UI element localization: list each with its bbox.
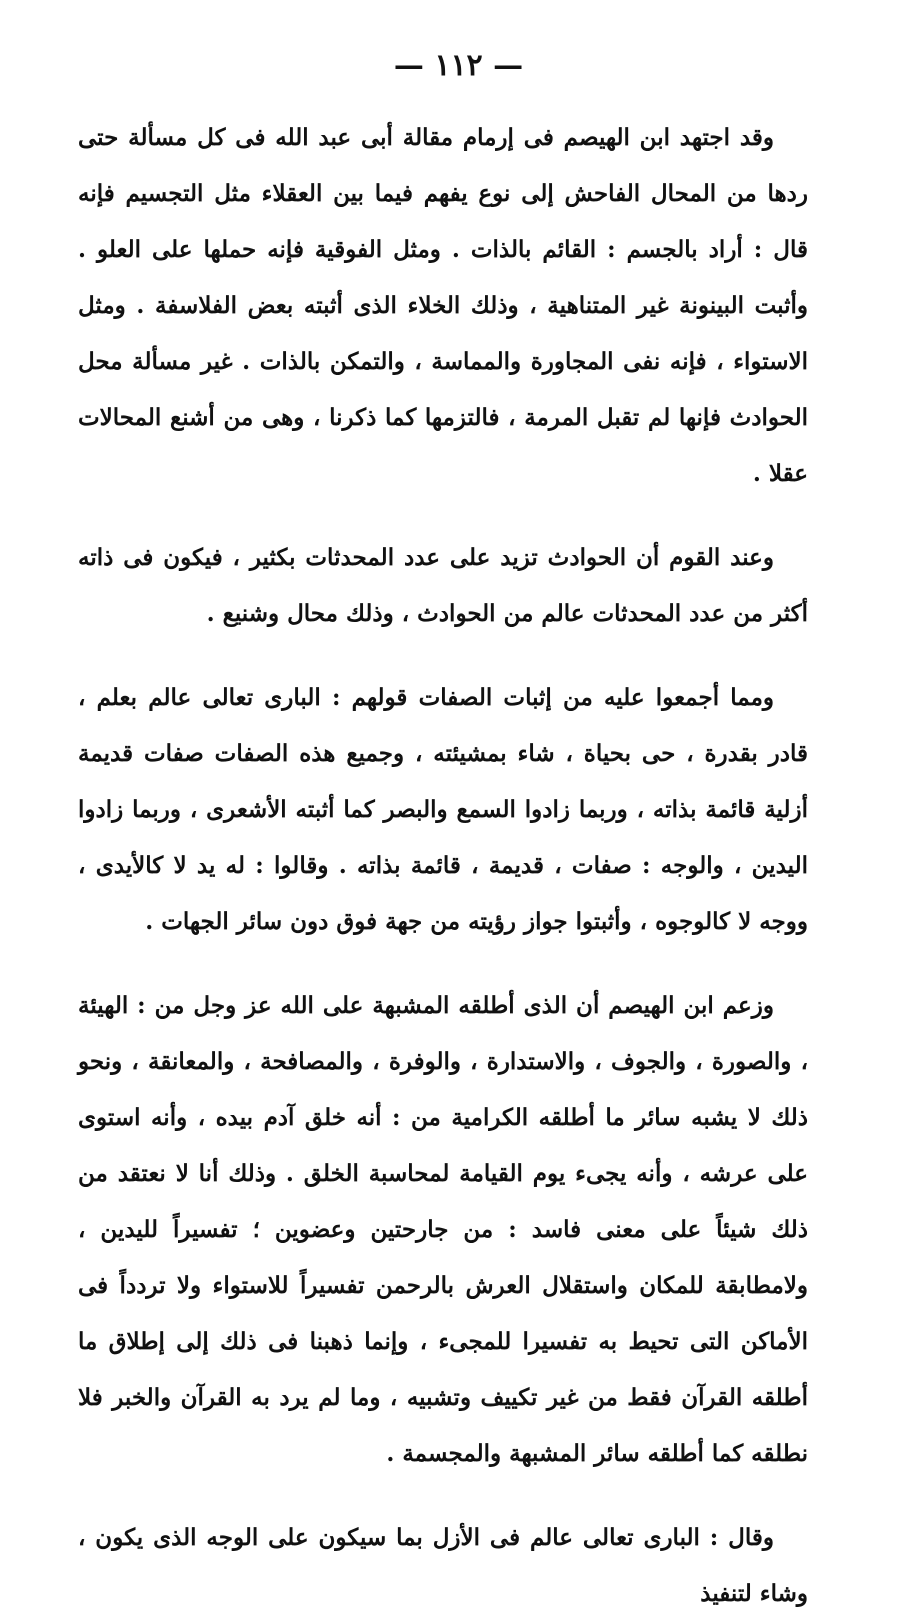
paragraph: وقال : البارى تعالى عالم فى الأزل بما سيكون على الوجه الذى يكون ، وشاء لتنفيذ <box>78 1524 808 1607</box>
page-body <box>78 110 808 1622</box>
paragraph: وزعم ابن الهيصم أن الذى أطلقه المشبهة على الله عز وجل من : الهيئة ، والصورة ، والجوف ، والاستدارة ، والوفرة ، والمصافحة ، والمعانقة ، ونحو ذلك لا يشبه سائر ما أطلقه الكرامية من : أنه خلق آدم بيده ، وأنه استوى على عرشه ، وأنه يجىء يوم القيامة لمحاسبة الخلق . وذلك أنا لا نعتقد من ذلك شيئاً على معنى فاسد : من جارحتين وعضوين ؛ تفسيراً لليدين ، ولامطابقة للمكان واستقلال العرش بالرحمن تفسيراً للاستواء ولا تردداً فى الأماكن التى تحيط به تفسيرا للمجىء ، وإنما ذهبنا فى ذلك إلى إطلاق ما أطلقه القرآن فقط من غير تكييف وتشبيه ، وما لم يرد به القرآن والخبر فلا نطلقه كما أطلقه سائر المشبهة والمجسمة . <box>78 992 808 1467</box>
page-number: — ١١٢ — <box>393 48 524 83</box>
paragraph: وقد اجتهد ابن الهيصم فى إرمام مقالة أبى عبد الله فى كل مسألة حتى ردها من المحال الفاحش إلى نوع يفهم فيما بين العقلاء مثل التجسيم فإنه قال : أراد بالجسم : القائم بالذات . ومثل الفوقية فإنه حملها على العلو . وأثبت البينونة غير المتناهية ، وذلك الخلاء الذى أثبته بعض الفلاسفة . ومثل الاستواء ، فإنه نفى المجاورة والمماسة ، والتمكن بالذات . غير مسألة محل الحوادث فإنها لم تقبل المرمة ، فالتزمها كما ذكرنا ، وهى من أشنع المحالات عقلا . <box>78 124 808 487</box>
paragraph: وعند القوم أن الحوادث تزيد على عدد المحدثات بكثير ، فيكون فى ذاته أكثر من عدد المحدثات عالم من الحوادث ، وذلك محال وشنيع . <box>78 544 808 627</box>
paragraph: ومما أجمعوا عليه من إثبات الصفات قولهم : البارى تعالى عالم بعلم ، قادر بقدرة ، حى بحياة ، شاء بمشيئته ، وجميع هذه الصفات صفات قديمة أزلية قائمة بذاته ، وربما زادوا السمع والبصر كما أثبته الأشعرى ، وربما زادوا اليدين ، والوجه : صفات ، قديمة ، قائمة بذاته . وقالوا : له يد لا كالأيدى ، ووجه لا كالوجوه ، وأثبتوا جواز رؤيته من جهة فوق دون سائر الجهات . <box>78 684 808 935</box>
